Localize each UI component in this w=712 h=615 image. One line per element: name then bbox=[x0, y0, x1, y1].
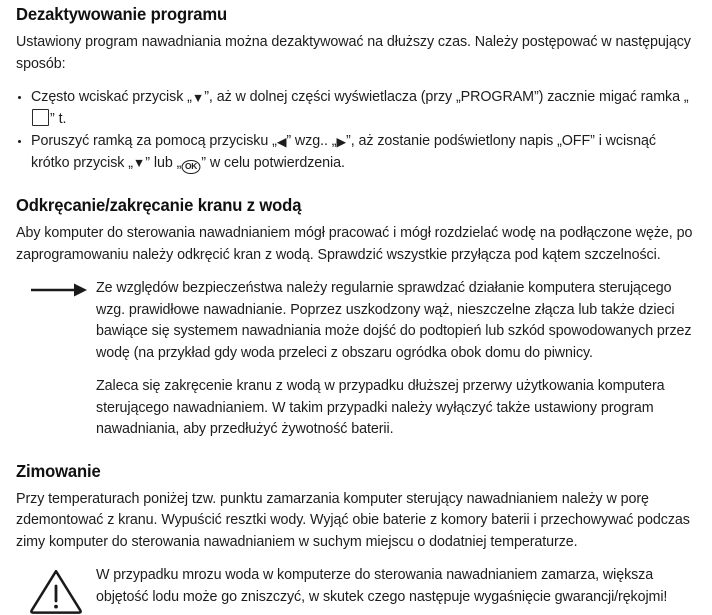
list-item-press-down-button bbox=[16, 87, 698, 130]
button-right-arrow-icon: ▶ bbox=[336, 134, 347, 149]
spacer bbox=[16, 25, 698, 32]
heading-odkrecanie-zakrecanie-kranu: Odkręcanie/zakręcanie kranu z wodą bbox=[16, 195, 302, 215]
spacer bbox=[16, 175, 698, 195]
button-blinking-frame-icon bbox=[32, 109, 49, 126]
spacer bbox=[16, 266, 698, 278]
step-text-part: ”, aż zostanie podświetlony napis „OFF” i wcisnąć krótko przycisk „ bbox=[31, 133, 656, 171]
note-close-tap bbox=[16, 376, 698, 441]
step-text-part: Często wciskać przycisk „ bbox=[31, 89, 192, 105]
note-safety-check bbox=[16, 278, 698, 364]
deactivation-steps-list bbox=[16, 87, 698, 174]
warning-triangle-icon bbox=[28, 567, 84, 615]
note-safety-check-text: Ze względów bezpieczeństwa należy regularnie sprawdzać działanie komputera sterującego wzg. prawidłowe nawadnianie. Poprzez uszkodzony wąż, nieszczelne złącza lub także dzieci bawiące się systemem nawadniania może dojść do podtopień lub szkód spowodowanych przez wodę (na przykład gdy woda przeleci z obszaru ogródka obok domu do piwnicy. bbox=[96, 280, 692, 361]
list-item-move-frame-to-off bbox=[16, 131, 698, 174]
step-text-part: ” wzg.. „ bbox=[286, 133, 337, 149]
step-text-part: ” t. bbox=[50, 110, 67, 127]
button-down-arrow-icon: ▼ bbox=[191, 90, 205, 105]
bullet-marker-icon bbox=[18, 96, 21, 99]
button-ok-icon: OK bbox=[182, 160, 201, 175]
button-left-arrow-icon: ◀ bbox=[276, 134, 287, 149]
spacer bbox=[16, 482, 698, 489]
heading-zimowanie: Zimowanie bbox=[16, 460, 101, 481]
button-down-arrow-icon: ▼ bbox=[132, 156, 146, 170]
spacer bbox=[16, 216, 698, 223]
spacer bbox=[16, 553, 698, 565]
paragraph-tap-intro: Aby komputer do sterowania nawadnianiem mógł pracować i mógł rozdzielać wodę na podłączone węże, po zaprogramowaniu należy odkręcić kran z wodą. Sprawdzić wszystkie przyłącza pod kątem szczelności. bbox=[16, 225, 693, 263]
paragraph-wintering-intro: Przy temperaturach poniżej tzw. punktu zamarzania komputer sterujący nawadnianiem należy w porę zdemontować z kranu. Wypuścić resztki wody. Wyjąć obie baterie z komory baterii i przechowywać podczas zimy komputer do sterowania nawadnianiem w suchym miejscu o dodatniej temperaturze. bbox=[16, 490, 690, 550]
note-frost-warning bbox=[16, 565, 698, 608]
note-close-tap-text: Zaleca się zakręcenie kranu z wodą w przypadku dłuższej przerwy użytkowania komputera sterującego nawadnianiem. W takim przypadki należy wyłączyć także ustawiony program nawadniania, aby przedłużyć żywotność baterii. bbox=[96, 378, 665, 437]
spacer bbox=[16, 75, 698, 87]
note-frost-warning-text: W przypadku mrozu woda w komputerze do sterowania nawadnianiem zamarza, większa objętość lodu może go zniszczyć, w skutek czego następuje wygaśnięcie gwarancji/rękojmi! bbox=[96, 567, 668, 605]
step-text-part: ” lub „ bbox=[145, 154, 182, 171]
bullet-marker-icon bbox=[18, 140, 21, 143]
paragraph-deactivation-intro: Ustawiony program nawadniania można dezaktywować na dłuższy czas. Należy postępować w następujący sposób: bbox=[16, 34, 691, 72]
step-text-part: ” w celu potwierdzenia. bbox=[201, 154, 345, 171]
heading-dezaktywowanie-programu: Dezaktywowanie programu bbox=[16, 4, 228, 24]
step-text-part: ”, aż w dolnej części wyświetlacza (przy „PROGRAM”) zacznie migać ramka „ bbox=[204, 89, 689, 105]
spacer bbox=[16, 441, 698, 461]
step-text-part: Poruszyć ramką za pomocą przycisku „ bbox=[31, 133, 277, 149]
spacer bbox=[16, 364, 698, 376]
right-arrow-icon bbox=[30, 282, 88, 300]
